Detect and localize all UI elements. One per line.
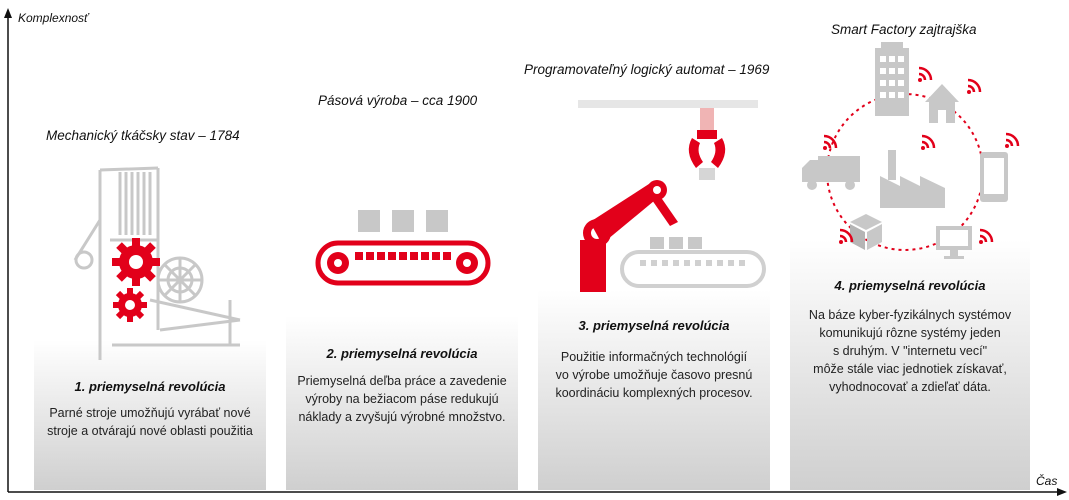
panel-2 [286,316,518,490]
description-line: koordináciu komplexných procesov. [555,386,753,400]
description-line: Priemyselná deľba práce a zavedenie [297,374,507,388]
description-line: stroje a otvárajú nové oblasti použitia [47,424,253,438]
y-axis-arrow [4,8,12,18]
panel-1 [34,340,266,490]
panel-4-description [790,306,1030,396]
y-axis-label: Komplexnosť [18,11,89,25]
panel-4 [790,240,1030,490]
description-line: môže stále viac jednotiek získavať, [813,362,1007,376]
description-line: Na báze kyber-fyzikálnych systémov [808,308,1012,322]
era-2-headline: Pásová výroba – cca 1900 [318,93,478,108]
panel-4-title: 4. priemyselná revolúcia [834,278,986,293]
panel-2-description [286,372,518,426]
panel-1-description [34,404,266,440]
era-1-headline: Mechanický tkáčsky stav – 1784 [46,128,240,143]
x-axis-label: Čas [1036,474,1058,488]
panel-3-title: 3. priemyselná revolúcia [578,318,730,333]
x-axis-arrow [1057,488,1067,496]
era-3-headline: Programovateľný logický automat – 1969 [524,62,770,77]
era-4-headline: Smart Factory zajtrajška [831,22,977,37]
panel-2-title: 2. priemyselná revolúcia [326,346,478,361]
panel-3-description [538,348,770,402]
description-line: Použitie informačných technológií [560,350,748,364]
panel-3 [538,290,770,490]
description-line: komunikujú rôzne systémy jeden [819,326,1001,340]
description-line: vyhodnocovať a zdieľať dáta. [829,380,991,394]
description-line: vo výrobe umožňuje časovo presnú [555,368,753,382]
description-line: s druhým. V "internetu vecí" [832,344,988,358]
description-line: náklady a zvyšujú výrobné množstvo. [298,410,506,424]
panel-1-title: 1. priemyselná revolúcia [74,379,226,394]
description-line: Parné stroje umožňujú vyrábať nové [49,406,251,420]
description-line: výroby na bežiacom páse redukujú [305,392,499,406]
